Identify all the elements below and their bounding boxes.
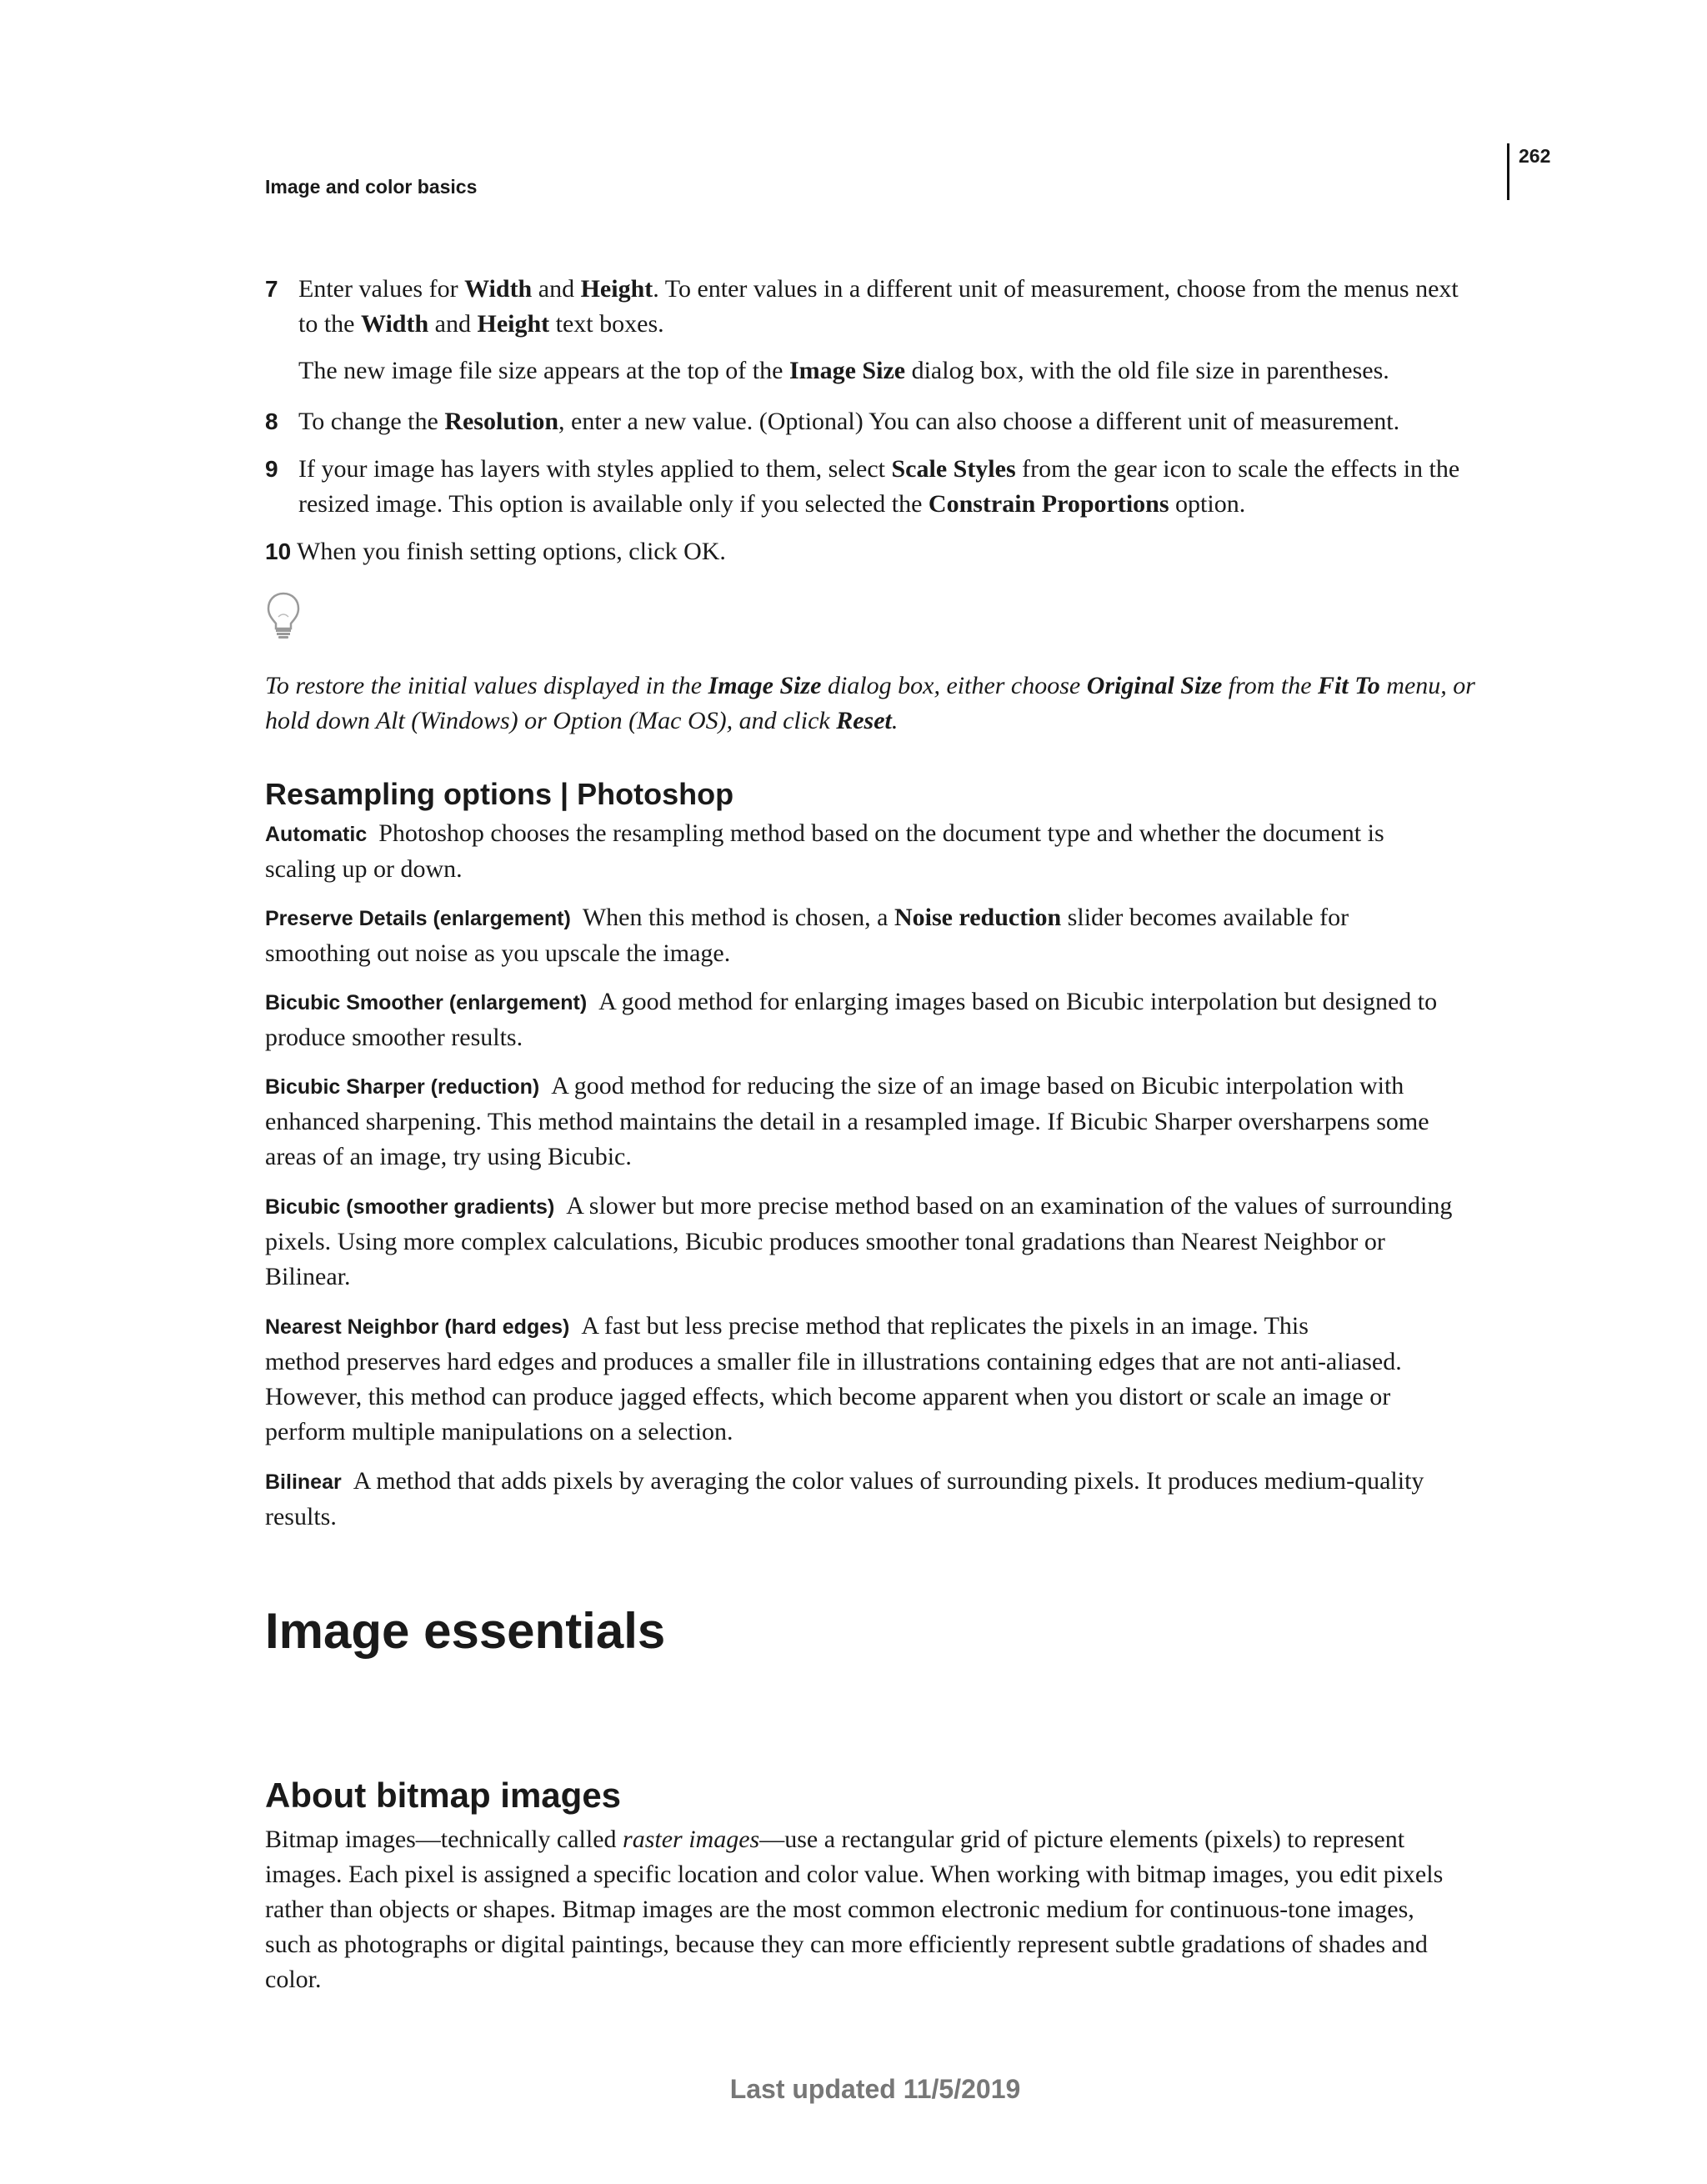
text-line: The new image file size appears at the top of the Image Size dialog box, with the old file size in parentheses.	[298, 357, 1389, 384]
text-line: However, this method can produce jagged effects, which become apparent when you distort or scale an image or	[265, 1383, 1391, 1410]
step-number: 9	[265, 456, 278, 482]
text-line: perform multiple manipulations on a selection.	[265, 1418, 733, 1445]
option-bicubic-sharper	[265, 1069, 1507, 1175]
page-number-rule	[1507, 143, 1509, 200]
step-text	[298, 452, 1507, 522]
running-header: Image and color basics	[265, 176, 478, 198]
option-term: Bicubic Smoother (enlargement)	[265, 991, 588, 1014]
step-7	[265, 272, 1507, 342]
text-line: Bilinear A method that adds pixels by averaging the color values of surrounding pixels. It produces medium-quality	[265, 1467, 1424, 1495]
text-line: pixels. Using more complex calculations, Bicubic produces smoother tonal gradations than Nearest Neighbor or	[265, 1228, 1385, 1255]
section-heading-resampling: Resampling options | Photoshop	[265, 777, 734, 811]
text-line: images. Each pixel is assigned a specific location and color value. When working with bitmap images, you edit pixels	[265, 1861, 1444, 1888]
text-line: Bitmap images—technically called raster images—use a rectangular grid of picture elements (pixels) to represent	[265, 1826, 1405, 1853]
text-line: to the Width and Height text boxes.	[298, 310, 664, 338]
step-number: 10	[265, 538, 292, 564]
text-line: scaling up or down.	[265, 855, 463, 883]
text-line: To restore the initial values displayed in the Image Size dialog box, either choose Original Size from the Fit To menu, or	[265, 672, 1475, 699]
text-line: Bicubic Sharper (reduction) A good method for reducing the size of an image based on Bicubic interpolation with	[265, 1072, 1404, 1100]
text-line: method preserves hard edges and produces a smaller file in illustrations containing edges that are not anti-aliased.	[265, 1348, 1402, 1375]
text-line: If your image has layers with styles applied to them, select Scale Styles from the gear icon to scale the effects in the	[298, 455, 1460, 483]
tip-text	[265, 669, 1507, 739]
step-9	[265, 452, 1507, 522]
option-term: Bicubic Sharper (reduction)	[265, 1075, 540, 1099]
option-term: Automatic	[265, 823, 368, 846]
text-line: areas of an image, try using Bicubic.	[265, 1143, 632, 1170]
step-10	[265, 534, 1507, 569]
footer-last-updated: Last updated 11/5/2019	[729, 2074, 1021, 2104]
text-line: When you finish setting options, click OK.	[297, 538, 726, 565]
option-term: Nearest Neighbor (hard edges)	[265, 1315, 570, 1339]
bitmap-paragraph	[265, 1822, 1507, 1997]
text-line: hold down Alt (Windows) or Option (Mac OS), and click Reset.	[265, 707, 899, 734]
text-line: Nearest Neighbor (hard edges) A fast but less precise method that replicates the pixels in an image. This	[265, 1312, 1309, 1340]
step-number: 8	[265, 408, 278, 434]
text-line: Bicubic Smoother (enlargement) A good method for enlarging images based on Bicubic interpolation but designed to	[265, 988, 1438, 1015]
step-text	[298, 272, 1507, 342]
option-nearest-neighbor	[265, 1309, 1507, 1450]
option-preserve-details	[265, 900, 1507, 971]
text-line: Enter values for Width and Height. To enter values in a different unit of measurement, choose from the menus next	[298, 275, 1459, 303]
text-line: rather than objects or shapes. Bitmap images are the most common electronic medium for continuous-tone images,	[265, 1896, 1414, 1923]
text-line: To change the Resolution, enter a new value. (Optional) You can also choose a different unit of measurement.	[298, 408, 1400, 435]
text-line: Bicubic (smoother gradients) A slower but more precise method based on an examination of the values of surrounding	[265, 1192, 1453, 1220]
text-line: resized image. This option is available only if you selected the Constrain Proportions option.	[298, 490, 1246, 518]
step-7-note	[265, 353, 1507, 388]
text-line: color.	[265, 1966, 322, 1993]
text-line: smoothing out noise as you upscale the image.	[265, 939, 731, 967]
step-8	[265, 404, 1507, 439]
section-heading-bitmap: About bitmap images	[265, 1776, 622, 1815]
option-bilinear	[265, 1464, 1507, 1535]
chapter-heading: Image essentials	[265, 1603, 666, 1659]
text-line: produce smoother results.	[265, 1024, 523, 1051]
text-line: Bilinear.	[265, 1263, 351, 1290]
text-line: such as photographs or digital paintings, because they can more efficiently represent subtle gradations of shades and	[265, 1931, 1428, 1958]
option-bicubic-smoother	[265, 984, 1507, 1055]
option-automatic	[265, 816, 1507, 887]
option-term: Bilinear	[265, 1470, 342, 1494]
text-line: Preserve Details (enlargement) When this method is chosen, a Noise reduction slider becomes available for	[265, 904, 1349, 931]
page-number: 262	[1519, 145, 1551, 167]
option-term: Bicubic (smoother gradients)	[265, 1195, 555, 1219]
option-bicubic	[265, 1189, 1507, 1295]
text-line: Automatic Photoshop chooses the resampling method based on the document type and whether the document is	[265, 819, 1384, 847]
lightbulb-icon	[267, 592, 300, 640]
step-number: 7	[265, 276, 278, 302]
option-term: Preserve Details (enlargement)	[265, 907, 571, 930]
text-line: enhanced sharpening. This method maintains the detail in a resampled image. If Bicubic Sharper oversharpens some	[265, 1108, 1429, 1135]
text-line: results.	[265, 1503, 337, 1530]
